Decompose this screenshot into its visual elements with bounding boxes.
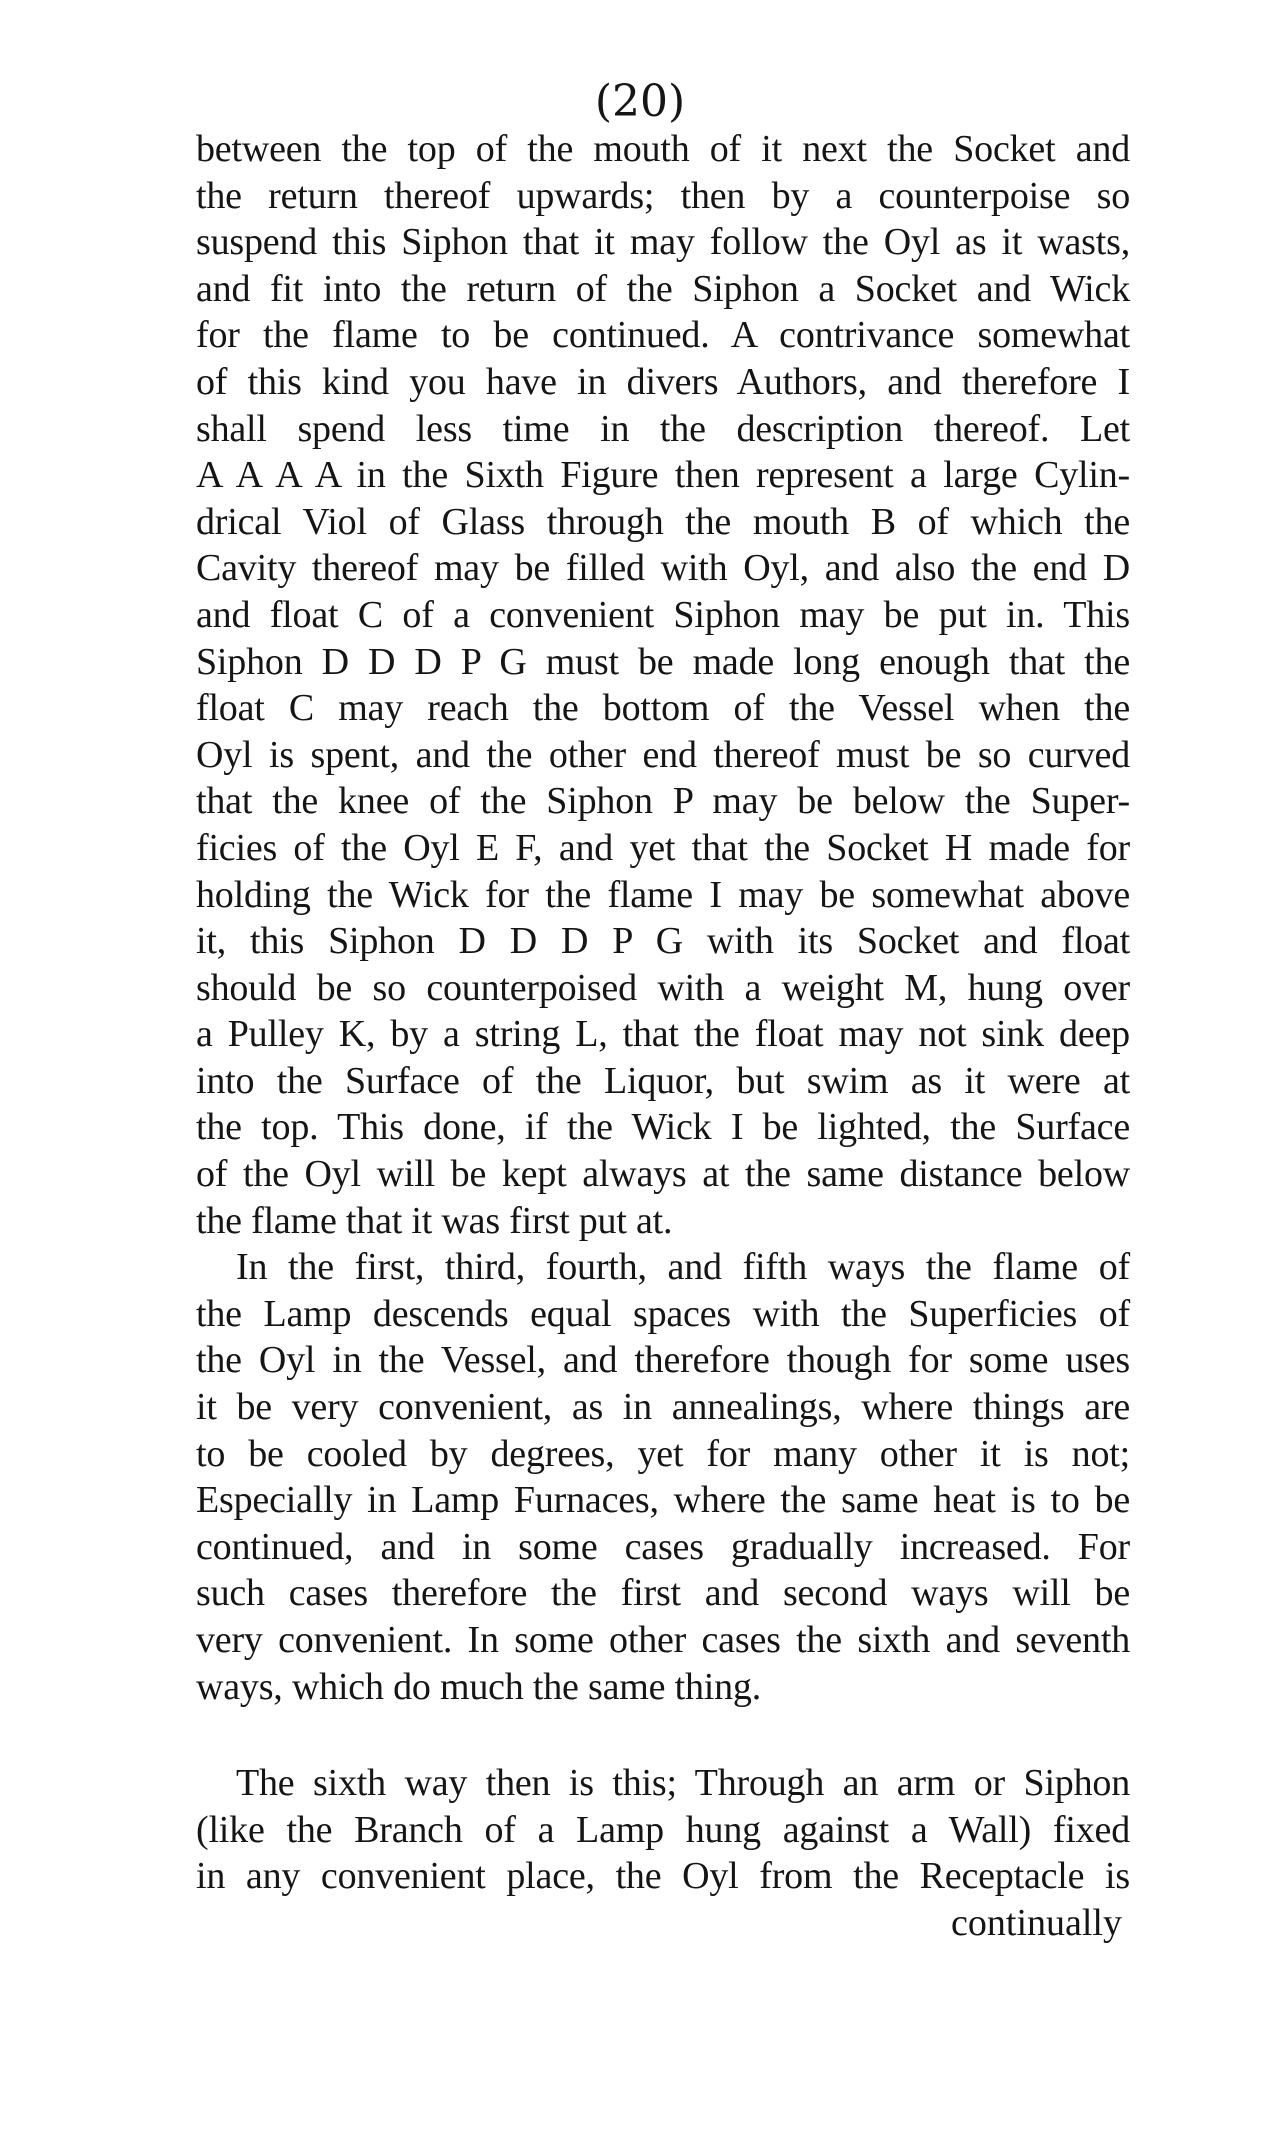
text-line: of the Oyl will be kept always at the same distance below [196,1153,1130,1196]
text-line: it, this Siphon D D D P G with its Socket and float [196,920,1130,963]
sixth-way-text [196,1760,1130,1900]
text-line: float C may reach the bottom of the Vessel when the [196,687,1130,730]
text-line: and float C of a convenient Siphon may be put in. This [196,593,1130,636]
text-line: continued, and in some cases gradually increased. For [196,1525,1130,1568]
text-line: into the Surface of the Liquor, but swim as it were at [196,1059,1130,1102]
text-line: A A A A in the Sixth Figure then represent a large Cylin- [196,454,1130,497]
text-line: for the flame to be continued. A contrivance somewhat [196,314,1130,357]
text-line: the return thereof upwards; then by a counterpoise so [196,174,1130,217]
text-line: the top. This done, if the Wick I be lighted, the Surface [196,1106,1130,1149]
text-line: the Oyl in the Vessel, and therefore though for some uses [196,1339,1130,1382]
text-line: the Lamp descends equal spaces with the Superficies of [196,1292,1130,1335]
text-line: ficies of the Oyl E F, and yet that the Socket H made for [196,826,1130,869]
text-line: drical Viol of Glass through the mouth B of which the [196,500,1130,543]
text-line: (like the Branch of a Lamp hung against a Wall) fixed [196,1808,1130,1851]
text-line: to be cooled by degrees, yet for many other it is not; [196,1432,1130,1475]
text-line: of this kind you have in divers Authors, and therefore I [196,360,1130,403]
text-line: Especially in Lamp Furnaces, where the same heat is to be [196,1479,1130,1522]
text-line: Cavity thereof may be filled with Oyl, and also the end D [196,547,1130,590]
text-line: shall spend less time in the description thereof. Let [196,407,1130,450]
text-line: very convenient. In some other cases the sixth and seventh [196,1619,1130,1661]
text-line: holding the Wick for the flame I may be somewhat above [196,873,1130,916]
paragraph-lamp-description [196,126,1130,1244]
text-line: that the knee of the Siphon P may be below the Super- [196,780,1130,823]
text-line: the flame that it was first put at. [196,1199,673,1242]
catchword: continually [951,1902,1122,1944]
text-line: The sixth way then is this; Through an arm or Siphon [236,1762,1130,1804]
paragraph-ways-comparison [196,1244,1130,1710]
paragraph-sixth-way [196,1760,1130,1900]
text-line: between the top of the mouth of it next the Socket and [196,128,1130,170]
text-line: suspend this Siphon that it may follow the Oyl as it wasts, [196,221,1130,264]
main-text [196,126,1130,1710]
text-line: a Pulley K, by a string L, that the float may not sink deep [196,1013,1130,1056]
page-number: (20) [594,76,686,127]
text-line: ways, which do much the same thing. [196,1665,762,1708]
text-line: such cases therefore the first and second ways will be [196,1572,1130,1615]
text-line: In the first, third, fourth, and fifth ways the flame of [236,1246,1130,1289]
text-line: Oyl is spent, and the other end thereof must be so curved [196,733,1130,776]
text-line: and fit into the return of the Siphon a Socket and Wick [196,267,1130,310]
text-line: should be so counterpoised with a weight M, hung over [196,966,1130,1009]
text-line: Siphon D D D P G must be made long enough that the [196,640,1130,683]
text-line: in any convenient place, the Oyl from the Receptacle is [196,1855,1130,1898]
text-line: it be very convenient, as in annealings, where things are [196,1386,1130,1429]
